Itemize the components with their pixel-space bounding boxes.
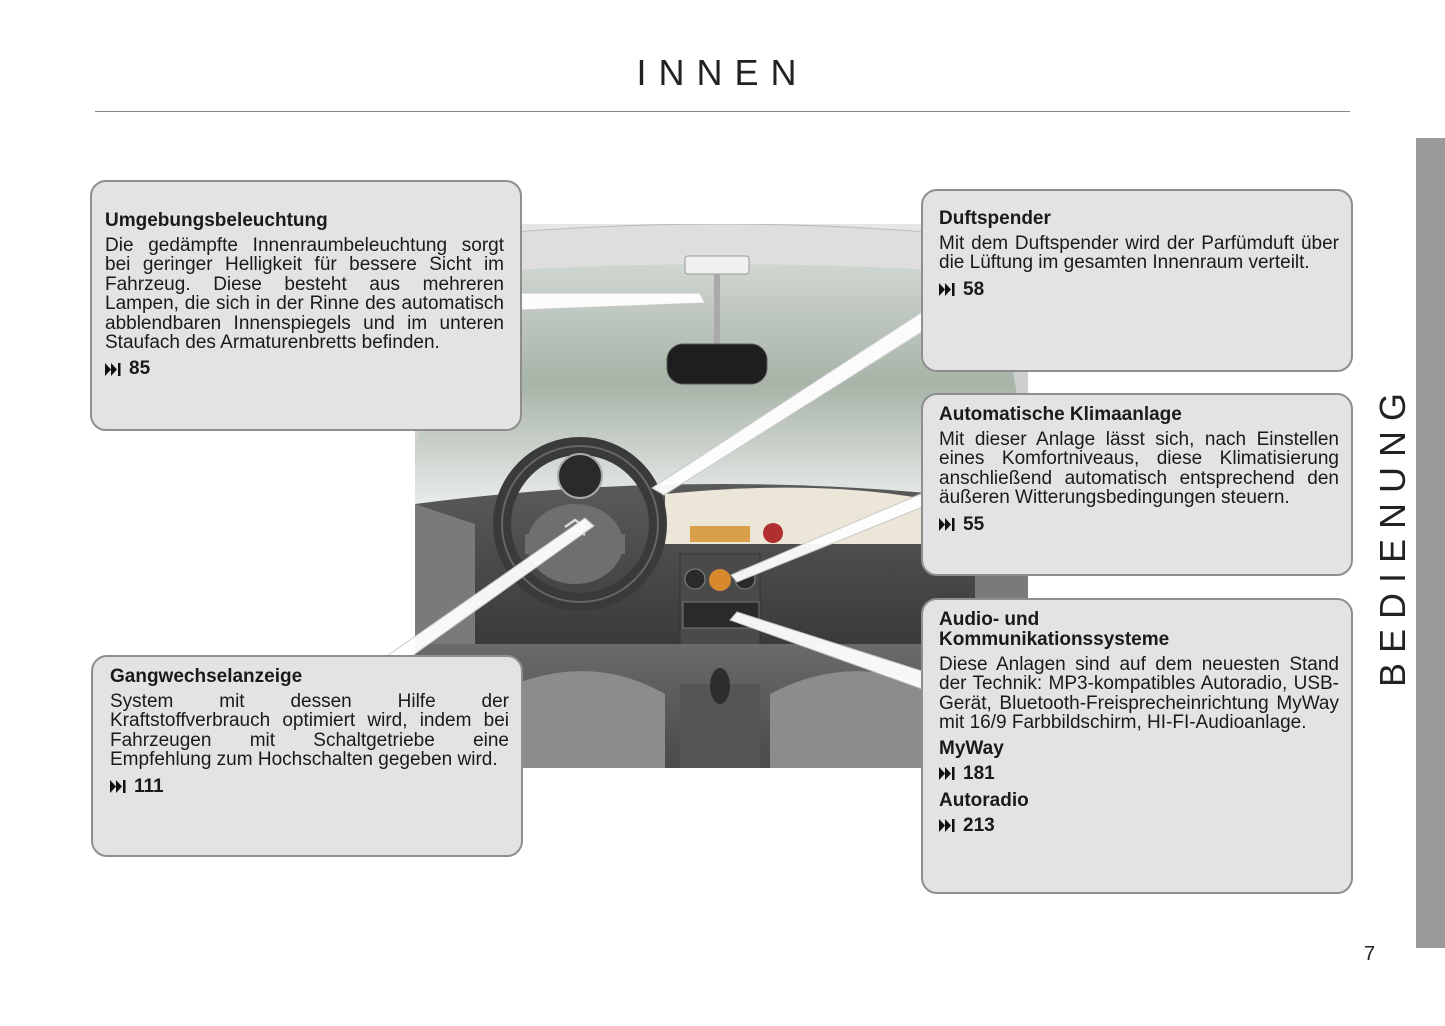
callout-fragrance <box>921 189 1353 372</box>
skip-forward-icon <box>105 363 121 376</box>
section-tab-label: BEDIENUNG <box>1372 382 1413 688</box>
callout-text: Diese Anlagen sind auf dem neuesten Stand der Technik: MP3-kompatibles Autoradio, USB-Gerät, Bluetooth-Freisprecheinrichtung MyWay mit 16/9 Farbbildschirm, HI-FI-Audioanlage. <box>939 654 1339 734</box>
section-tab-bar <box>1416 138 1445 948</box>
callout-climate-control <box>921 393 1353 576</box>
callout-text: System mit dessen Hilfe der Kraftstoffverbrauch optimiert wird, indem bei Fahrzeugen mit Schaltgetriebe eine Empfehlung zum Hochschalten gegeben wird. <box>110 691 509 771</box>
page-reference[interactable] <box>105 358 504 380</box>
callout-text: Mit dem Duftspender wird der Parfümduft über die Lüftung im gesamten Innenraum verteilt. <box>939 233 1339 274</box>
skip-forward-icon <box>939 819 955 832</box>
page-reference[interactable] <box>939 279 1339 301</box>
page-reference-number: 85 <box>129 358 151 380</box>
callout-subtitle-autoradio: Autoradio <box>939 789 1029 811</box>
page-reference-number: 58 <box>963 278 985 300</box>
page-reference[interactable] <box>939 514 1339 536</box>
page-reference-number: 213 <box>963 814 995 836</box>
page-reference[interactable] <box>939 763 1339 785</box>
page-reference-number: 55 <box>963 513 985 535</box>
skip-forward-icon <box>939 767 955 780</box>
title-divider <box>95 111 1350 112</box>
callout-title: Duftspender <box>939 208 1051 229</box>
callout-subtitle-myway: MyWay <box>939 737 1004 759</box>
callout-text: Die gedämpfte Innenraumbeleuchtung sorgt bei geringer Helligkeit für bessere Sicht im Fahrzeug. Diese besteht aus mehreren Lampen, die sich in der Rinne des automatisch abblendbaren Innenspiegels und im unteren Staufach des Armaturenbretts befinden. <box>105 235 504 354</box>
callout-title: Gangwechselanzeige <box>110 666 303 687</box>
callout-title: Umgebungsbeleuchtung <box>105 210 328 231</box>
page-title: INNEN <box>636 52 809 93</box>
callout-title: Automatische Klimaanlage <box>939 404 1182 425</box>
skip-forward-icon <box>110 780 126 793</box>
callout-text: Mit dieser Anlage lässt sich, nach Einstellen eines Komfortniveaus, diese Klimatisierung anschließend automatisch entsprechend den äußeren Witterungsbedingungen steuern. <box>939 429 1339 509</box>
page-number: 7 <box>1364 943 1376 965</box>
page-reference-number: 111 <box>134 775 164 797</box>
skip-forward-icon <box>939 518 955 531</box>
callout-gearshift-indicator <box>91 655 523 857</box>
callout-ambient-lighting <box>90 180 522 431</box>
page-reference-number: 181 <box>963 762 995 784</box>
callout-title: Audio- und Kommunikationssysteme <box>939 609 1170 650</box>
page-reference[interactable] <box>939 815 1339 837</box>
callout-audio-systems <box>921 598 1353 894</box>
page-reference[interactable] <box>110 776 509 798</box>
skip-forward-icon <box>939 283 955 296</box>
